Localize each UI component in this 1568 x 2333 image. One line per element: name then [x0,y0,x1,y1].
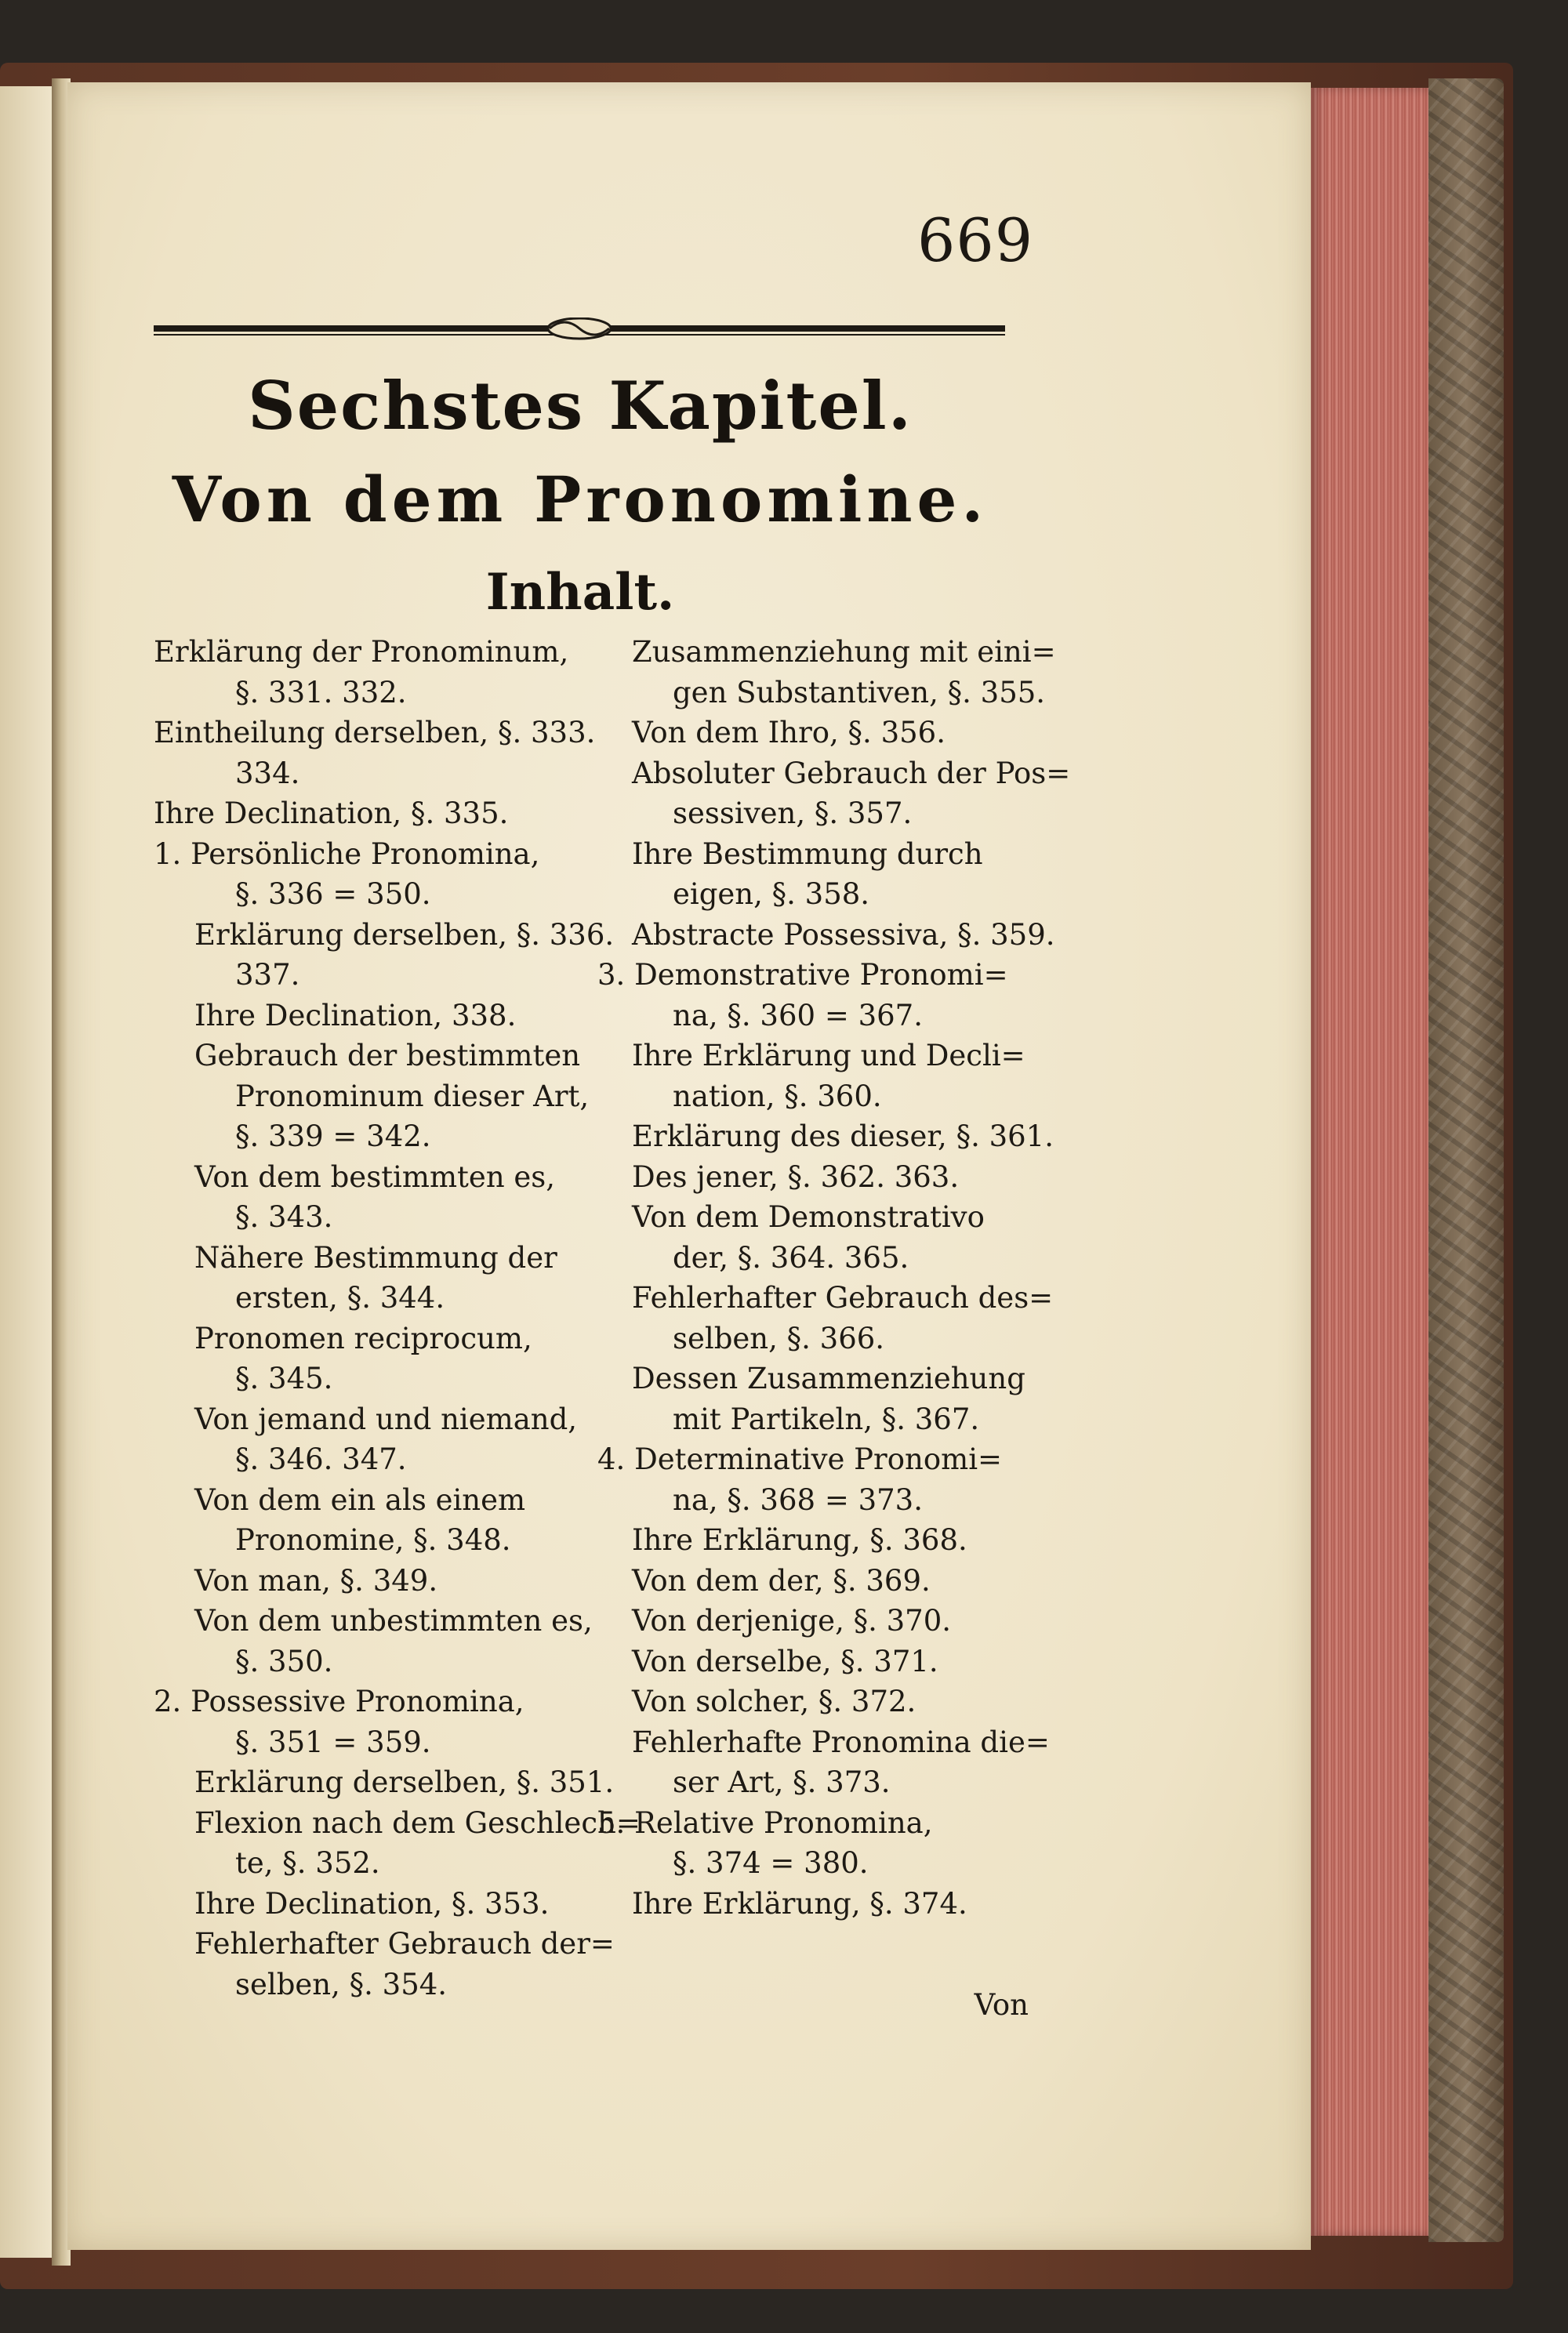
contents-entry: der, §. 364. 365. [673,1240,909,1275]
contents-entry: selben, §. 366. [673,1321,885,1355]
contents-entry: Von dem der, §. 369. [632,1563,931,1598]
contents-entry: Von dem Demonstrativo [632,1200,985,1234]
contents-entry: Ihre Erklärung, §. 368. [632,1523,967,1557]
contents-entry: §. 374 = 380. [673,1846,869,1880]
contents-entry: 334. [235,756,300,790]
ornament-rule [154,317,1005,341]
contents-entry: §. 346. 347. [235,1442,407,1476]
contents-entry: 5. Relative Pronomina, [597,1805,933,1840]
contents-heading: Inhalt. [485,563,675,622]
contents-entry: 2. Possessive Pronomina, [154,1685,524,1718]
chapter-title: Sechstes Kapitel. [248,367,913,444]
contents-entry: 337. [235,958,300,992]
contents-entry: na, §. 368 = 373. [673,1482,923,1517]
contents-entry: Erklärung derselben, §. 351. [194,1765,615,1799]
contents-entry: §. 343. [235,1200,333,1234]
contents-entry: Ihre Erklärung und Decli= [632,1039,1025,1072]
contents-entry: §. 331. 332. [235,675,407,709]
contents-entry: Von dem Ihro, §. 356. [632,716,946,749]
contents-entry: selben, §. 354. [235,1967,448,2001]
contents-entry: Von dem bestimmten es, [194,1159,556,1194]
contents-entry: Des jener, §. 362. 363. [632,1159,960,1194]
contents-column-right [597,632,1071,1924]
contents-entry: mit Partikeln, §. 367. [673,1402,980,1436]
contents-entry: Gebrauch der bestimmten [194,1039,581,1072]
contents-entry: Pronomine, §. 348. [235,1523,511,1557]
section-title: Von dem Pronomine. [172,463,989,536]
contents-entry: §. 350. [235,1644,333,1678]
contents-entry: Von dem ein als einem [194,1482,526,1517]
contents-entry: te, §. 352. [235,1846,380,1880]
marbled-cover [1428,78,1504,2242]
contents-entry: nation, §. 360. [673,1079,882,1113]
contents-entry: Von derjenige, §. 370. [632,1604,951,1638]
contents-entry: Erklärung derselben, §. 336. [194,917,615,952]
contents-entry: Dessen Zusammenziehung [632,1362,1025,1395]
contents-entry: sessiven, §. 357. [673,796,913,830]
contents-entry: 3. Demonstrative Pronomi= [597,958,1008,992]
contents-entry: Ihre Declination, §. 353. [194,1886,550,1921]
contents-entry: §. 345. [235,1362,333,1395]
contents-entry: Absoluter Gebrauch der Pos= [632,756,1071,790]
contents-entry: Von jemand und niemand, [194,1402,578,1436]
page-number: 669 [917,205,1034,275]
contents-entry: Ihre Declination, §. 335. [154,796,509,830]
left-page-edge [0,86,56,2258]
contents-entry: 1. Persönliche Pronomina, [154,836,540,871]
contents-entry: Pronominum dieser Art, [235,1079,590,1113]
contents-entry: eigen, §. 358. [673,877,870,911]
contents-entry: Ihre Bestimmung durch [632,836,983,871]
contents-entry: na, §. 360 = 367. [673,998,923,1032]
contents-entry: Erklärung der Pronominum, [154,635,569,669]
contents-entry: Ihre Declination, 338. [194,998,517,1032]
contents-entry: ser Art, §. 373. [673,1765,891,1799]
contents-entry: 4. Determinative Pronomi= [597,1442,1003,1476]
contents-entry: §. 339 = 342. [235,1119,431,1153]
catchword: Von [974,1988,1029,2022]
contents-entry: ersten, §. 344. [235,1281,445,1315]
contents-entry: Fehlerhafter Gebrauch der= [194,1927,615,1961]
contents-entry: Eintheilung derselben, §. 333. [154,716,596,749]
contents-entry: Erklärung des dieser, §. 361. [632,1119,1054,1153]
contents-entry: Von solcher, §. 372. [632,1685,916,1718]
contents-entry: Von dem unbestimmten es, [194,1604,593,1638]
contents-entry: gen Substantiven, §. 355. [673,675,1046,709]
contents-entry: §. 336 = 350. [235,877,431,911]
contents-entry: Fehlerhafter Gebrauch des= [632,1281,1054,1315]
contents-entry: Zusammenziehung mit eini= [632,635,1056,669]
red-page-edges [1311,88,1428,2236]
contents-entry: §. 351 = 359. [235,1725,431,1759]
contents-entry: Von man, §. 349. [194,1563,438,1598]
contents-entry: Von derselbe, §. 371. [632,1644,938,1678]
contents-entry: Flexion nach dem Geschlech= [194,1805,641,1840]
contents-entry: Ihre Erklärung, §. 374. [632,1886,967,1921]
contents-column-left [154,632,641,2005]
contents-entry: Nähere Bestimmung der [194,1240,557,1275]
contents-entry: Fehlerhafte Pronomina die= [632,1725,1050,1759]
contents-entry: Abstracte Possessiva, §. 359. [632,917,1055,952]
contents-entry: Pronomen reciprocum, [194,1321,532,1355]
